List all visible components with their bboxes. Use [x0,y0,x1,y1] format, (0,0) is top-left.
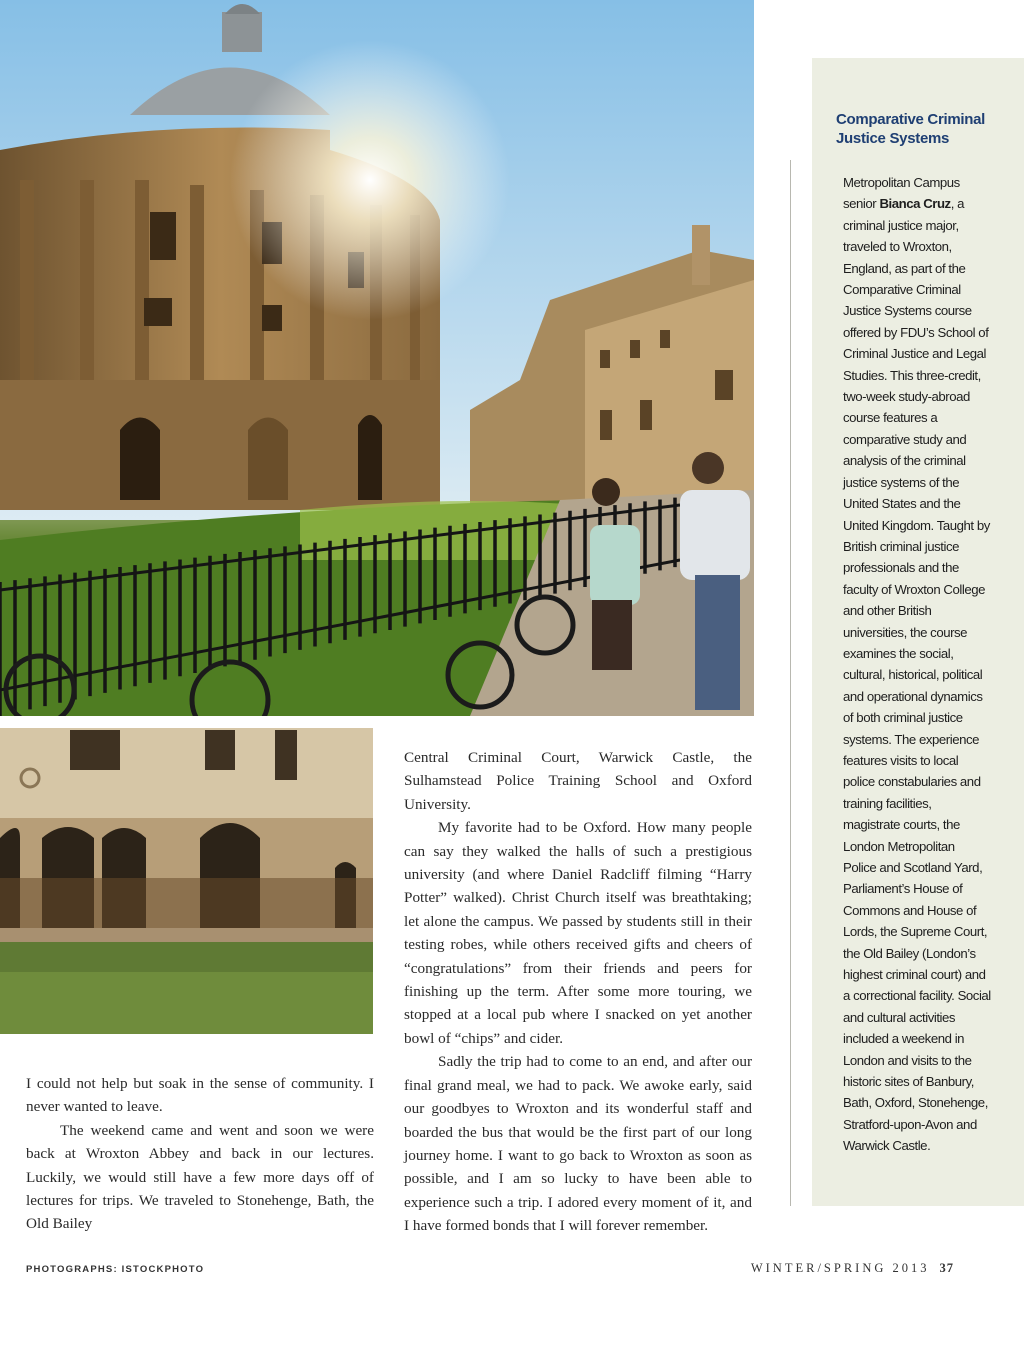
radcliffe-camera-illustration [0,0,754,716]
article-column-right [404,746,752,1238]
photo-credit: PHOTOGRAPHS: ISTOCKPHOTO [26,1264,205,1275]
sidebar-description: , a criminal justice major, traveled to Wroxton, England, as part of the Comparative Criminal Justice Systems course offered by FDU’s School of Criminal Justice and Legal Studies. This three-credit, two-week study-abroad course features a comparative study and analysis of the criminal justice systems of the United States and the United Kingdom. Taught by British criminal justice professionals and the faculty of Wroxton College and other British universities, the course examines the social, cultural, historical, political and operational dynamics of both criminal justice systems. The experience features visits to local police constabularies and training facilities, magistrate courts, the London Metropolitan Police and Scotland Yard, Parliament’s House of Commons and House of Lords, the Supreme Court, the Old Bailey (London’s highest criminal court) and a correctional facility. Social and cultural activities included a weekend in London and visits to the historic sites of Banbury, Bath, Oxford, Stonehenge, Stratford-upon-Avon and Warwick Castle. [843,196,991,1154]
column-rule [790,160,791,1206]
article-paragraph: Sadly the trip had to come to an end, and after our final grand meal, we had to pack. We awoke early, said our goodbyes to Wroxton and its wonderful staff and boarded the bus that would be the first part of our long journey home. I want to go back to Wroxton as soon as possible, and I am so lucky to have been able to experience such a trip. I adored every moment of it, and I have formed bonds that I will forever remember. [404,1053,752,1235]
article-paragraph: The weekend came and went and soon we were back at Wroxton Abbey and back in our lectures. Luckily, we would still have a few more days off of lectures for trips. We traveled to Stonehenge, Bath, the Old Bailey [26,1121,374,1233]
page-number: 37 [939,1261,954,1275]
photo-roman-baths [0,728,373,1034]
sidebar-student-name: Bianca Cruz [879,196,951,212]
photo-radcliffe-camera [0,0,754,716]
roman-baths-illustration [0,728,373,1034]
article-column-left [26,1072,374,1236]
sidebar-intro: Metropolitan Campus senior [843,175,960,212]
issue-label: WINTER/SPRING 2013 [750,1261,930,1275]
sidebar-body [843,172,991,1157]
sidebar-title: Comparative Criminal Justice Systems [836,111,986,147]
article-paragraph: I could not help but soak in the sense of community. I never wanted to leave. [26,1075,374,1116]
article-paragraph: My favorite had to be Oxford. How many people can say they walked the halls of such a prestigious university (and where Daniel Radcliff filming “Harry Potter” walked). Christ Church itself was breathtaking; let alone the campus. We passed by students still in their testing robes, while others received gifts and cheers of “congratulations” from their friends and peers for finishing up the term. After some more touring, we stopped at a local pub where I snacked on yet another bowl of “chips” and cider. [404,819,752,1047]
article-paragraph: Central Criminal Court, Warwick Castle, the Sulhamstead Police Training School and Oxford University. [404,749,752,813]
issue-footer [751,1261,954,1276]
